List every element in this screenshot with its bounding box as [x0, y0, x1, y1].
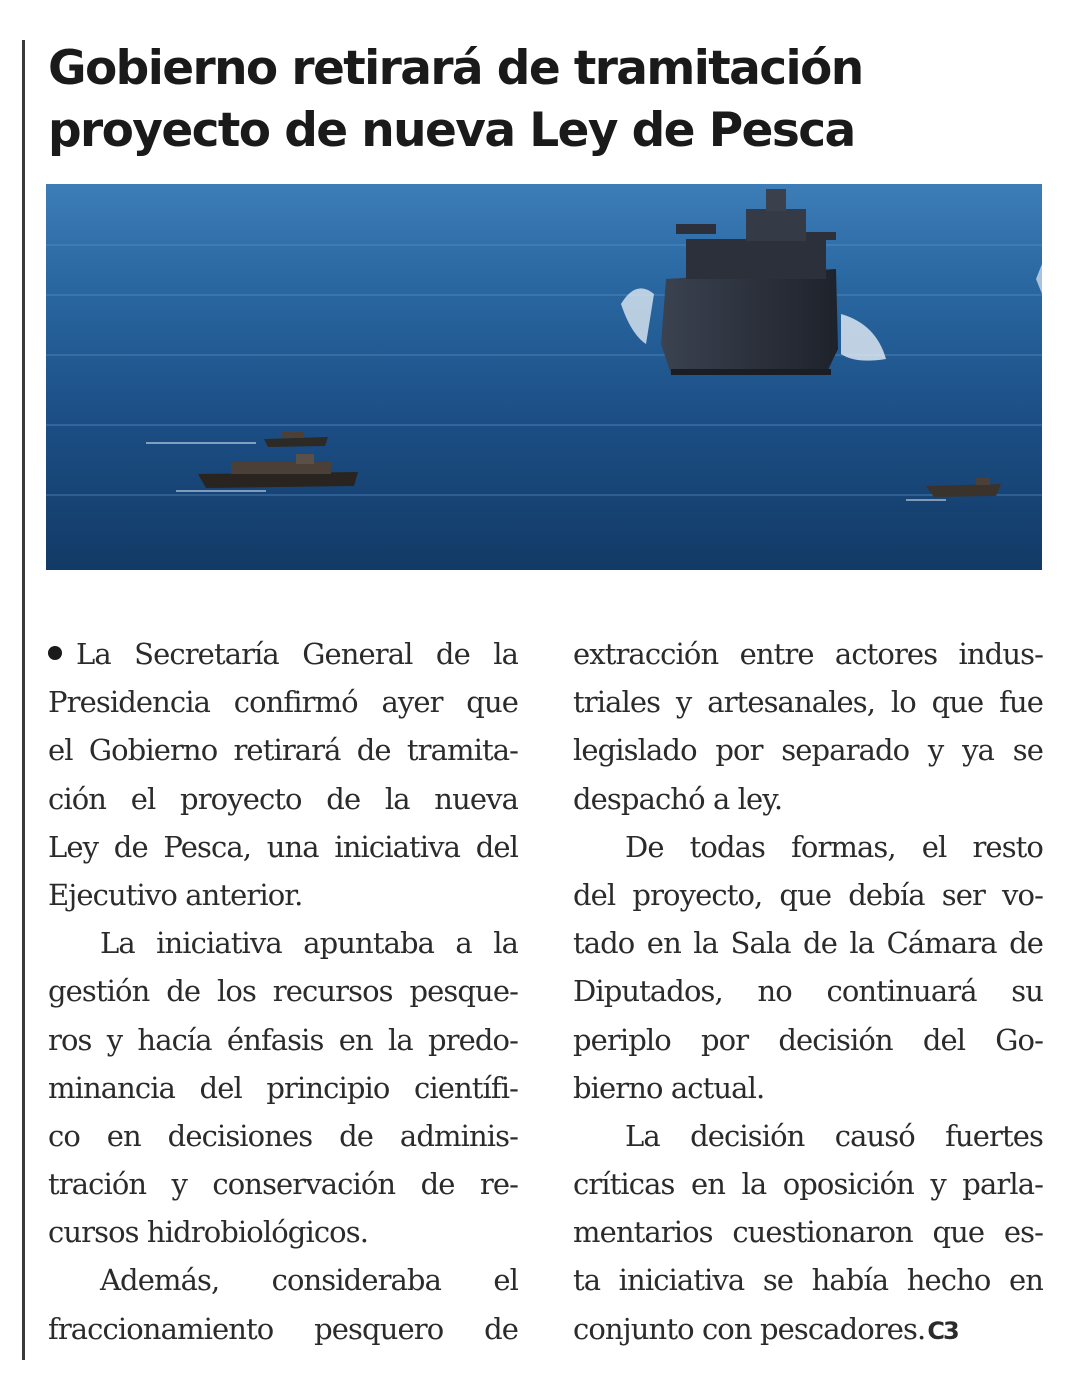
text-line: triales y artesanales, lo que fue — [573, 685, 1043, 720]
text-line: Presidencia confirmó ayer que — [48, 685, 518, 720]
article-column-left — [48, 630, 518, 1353]
text-line: periplo por decisión del Go- — [573, 1022, 1043, 1057]
text-line: La iniciativa apuntaba a la — [100, 926, 518, 961]
text-line: Diputados, no continuará su — [573, 974, 1043, 1009]
text-line: extracción entre actores indus- — [573, 637, 1043, 671]
end-mark-icon: C3 — [927, 1316, 958, 1345]
text-line: co en decisiones de adminis- — [48, 1118, 518, 1153]
text-line: del proyecto, que debía ser vo- — [573, 877, 1043, 912]
text-line: mentarios cuestionaron que es- — [573, 1215, 1043, 1250]
headline-line-1: Gobierno retirará de tramitación — [48, 41, 863, 96]
text-line: Ley de Pesca, una iniciativa del — [48, 829, 518, 864]
text-line: el Gobierno retirará de tramita- — [48, 733, 518, 768]
column-rule — [22, 40, 25, 1360]
text-line: ta iniciativa se había hecho en — [573, 1263, 1043, 1298]
text-line: cursos hidrobiológicos. — [48, 1215, 369, 1250]
article-photo — [46, 184, 1042, 570]
text-line: críticas en la oposición y parla- — [573, 1167, 1043, 1202]
bullet-icon — [48, 646, 62, 660]
text-line: minancia del principio científi- — [48, 1070, 518, 1105]
text-line: La Secretaría General de la — [48, 630, 518, 678]
text-line: ros y hacía énfasis en la predo- — [48, 1022, 518, 1057]
text-line: Ejecutivo anterior. — [48, 877, 303, 912]
text-line: tración y conservación de re- — [48, 1167, 518, 1202]
text-line: conjunto con pescadores.C3 — [573, 1311, 958, 1346]
text-line: La decisión causó fuertes — [625, 1118, 1043, 1153]
headline — [48, 38, 1048, 162]
text-line: despachó a ley. — [573, 781, 783, 816]
text-line: legislado por separado y ya se — [573, 733, 1043, 768]
headline-line-2: proyecto de nueva Ley de Pesca — [48, 103, 855, 158]
text-line: gestión de los recursos pesque- — [48, 974, 518, 1009]
article-column-right — [573, 630, 1043, 1353]
text-line: ción el proyecto de la nueva — [48, 781, 518, 816]
text-line: De todas formas, el resto — [625, 829, 1043, 864]
text-line: Además, consideraba el — [100, 1263, 518, 1298]
text-line: bierno actual. — [573, 1070, 765, 1105]
text-line: tado en la Sala de la Cámara de — [573, 926, 1043, 961]
text-line: fraccionamiento pesquero de — [48, 1311, 518, 1346]
